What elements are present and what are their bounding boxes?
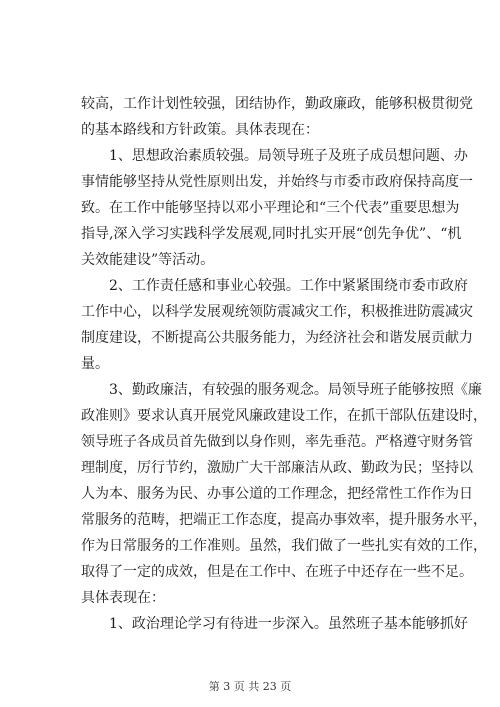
body-line: 政准则》要求认真开展党风廉政建设工作，在抓干部队伍建设时，: [81, 408, 487, 424]
body-line: 人为本、服务为民、办事公道的工作理念，把经常性工作作为日: [81, 486, 473, 502]
body-line: 常服务的范畴，把端正工作态度，提高办事效率，提升服务水平，: [81, 512, 487, 528]
body-line: 指导,深入学习实践科学发展观,同时扎实开展“创先争优”、“机: [81, 226, 462, 242]
page-footer: 第 3 页 共 23 页: [208, 680, 292, 693]
body-line: 3、勤政廉洁，有较强的服务观念。局领导班子能够按照《廉: [81, 382, 482, 398]
document-body: [81, 91, 487, 637]
body-line: 关效能建设”等活动。: [81, 252, 215, 268]
body-line: 工作中心，以科学发展观统领防震减灾工作，积极推进防震减灾: [81, 304, 473, 320]
body-line: 领导班子各成员首先做到以身作则，率先垂范。严格遵守财务管: [81, 434, 473, 450]
body-line: 1、思想政治素质较强。局领导班子及班子成员想问题、办: [81, 148, 468, 164]
body-line: 作为日常服务的工作准则。虽然，我们做了一些扎实有效的工作，: [81, 538, 487, 554]
body-line: 具体表现在：: [81, 590, 165, 606]
body-line: 的基本路线和方针政策。具体表现在：: [81, 122, 319, 138]
body-line: 理制度，厉行节约，激励广大干部廉洁从政、勤政为民；坚持以: [81, 460, 473, 476]
body-line: 量。: [81, 356, 109, 372]
body-line: 较高，工作计划性较强，团结协作，勤政廉政，能够积极贯彻党: [81, 96, 473, 112]
body-line: 制度建设，不断提高公共服务能力，为经济社会和谐发展贡献力: [81, 330, 473, 346]
body-line: 取得了一定的成效，但是在工作中、在班子中还存在一些不足。: [81, 564, 473, 580]
body-line: 事情能够坚持从党性原则出发，并始终与市委市政府保持高度一: [81, 174, 473, 190]
body-line: 1、政治理论学习有待进一步深入。虽然班子基本能够抓好: [81, 616, 468, 632]
body-line: 2、工作责任感和事业心较强。工作中紧紧围绕市委市政府: [81, 278, 468, 294]
body-line: 致。在工作中能够坚持以邓小平理论和“三个代表”重要思想为: [81, 200, 460, 216]
